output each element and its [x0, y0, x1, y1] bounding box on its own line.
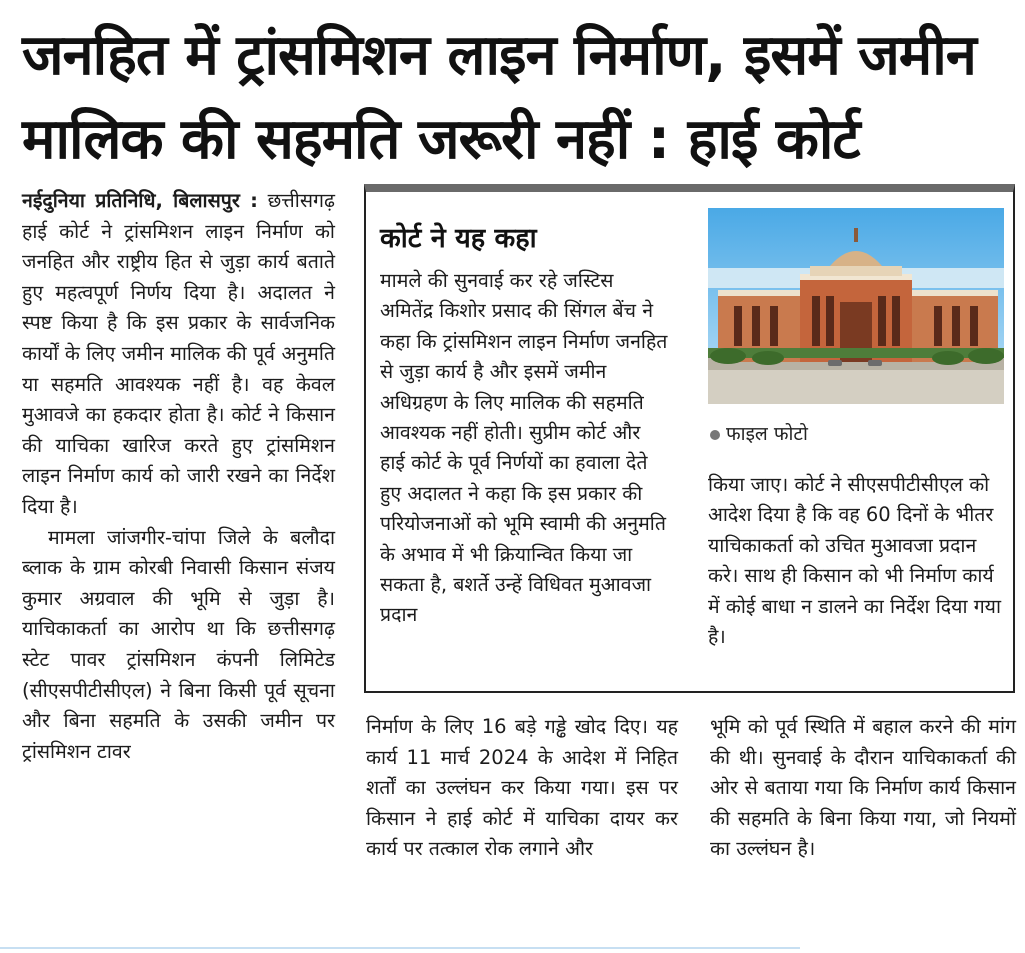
box-text-right: किया जाए। कोर्ट ने सीएसपीटीसीएल को आदेश दिया है कि वह 60 दिनों के भीतर याचिकाकर्ता को उचित मुआवजा प्रदान करे। साथ ही किसान को भी निर्माण कार्य में कोई बाधा न डालने का निर्देश दिया गया है। [708, 473, 1002, 649]
bullet-icon [710, 430, 720, 440]
byline-text: नईदुनिया प्रतिनिधि, बिलासपुर : [22, 189, 258, 212]
article-column-middle: निर्माण के लिए 16 बड़े गड्ढे खोद दिए। यह कार्य 11 मार्च 2024 के आदेश में निहित शर्तों का उल्लंघन कर किया गया। इस पर किसान ने हाई कोर्ट में याचिका दायर कर कार्य पर तत्काल रोक लगाने और [366, 715, 678, 861]
article-column-left [22, 186, 335, 767]
paragraph-1: छत्तीसगढ़ हाई कोर्ट ने ट्रांसमिशन लाइन निर्माण को जनहित और राष्ट्रीय हित से जुड़ा कार्य बताते हुए महत्वपूर्ण निर्णय दिया है। अदालत ने स्पष्ट किया है कि इस प्रकार के सार्वजनिक कार्यों के लिए जमीन मालिक की पूर्व अनुमति या सहमति आवश्यक नहीं है। वह केवल मुआवजे का हकदार होता है। कोर्ट ने किसान की याचिका खारिज करते हुए ट्रांसमिशन लाइन निर्माण कार्य को जारी रखने का निर्देश दिया है। [22, 189, 335, 518]
article-column-right: भूमि को पूर्व स्थिति में बहाल करने की मांग की थी। सुनवाई के दौरान याचिकाकर्ता की ओर से बताया गया कि निर्माण कार्य किसान की सहमति के बिना किया गया, जो नियमों का उल्लंघन है। [710, 715, 1016, 861]
bottom-divider [0, 947, 800, 949]
box-heading: कोर्ट ने यह कहा [380, 223, 537, 254]
byline [22, 186, 335, 523]
sidebar-box [364, 184, 1015, 693]
photo-caption-text: फाइल फोटो [726, 423, 808, 445]
high-court-photo [708, 208, 1004, 404]
box-text: मामले की सुनवाई कर रहे जस्टिस अमितेंद्र किशोर प्रसाद की सिंगल बेंच ने कहा कि ट्रांसमिशन लाइन निर्माण जनहित से जुड़ा कार्य है और इसमें जमीन अधिग्रहण के लिए मालिक की सहमति आवश्यक नहीं होती। सुप्रीम कोर्ट और हाई कोर्ट के पूर्व निर्णयों का हवाला देते हुए अदालत ने कहा कि इस प्रकार की परियोजनाओं को भूमि स्वामी की अनुमति के अभाव में भी क्रियान्वित किया जा सकता है, बशर्ते उन्हें विधिवत मुआवजा प्रदान [380, 269, 668, 627]
photo-caption [710, 420, 808, 446]
paragraph-2: मामला जांजगीर-चांपा जिले के बलौदा ब्लाक के ग्राम कोरबी निवासी किसान संजय कुमार अग्रवाल की भूमि से जुड़ा है। याचिकाकर्ता का आरोप था कि छत्तीसगढ़ स्टेट पावर ट्रांसमिशन कंपनी लिमिटेड (सीएसपीटीसीएल) ने बिना किसी पूर्व सूचना और बिना सहमति के उसकी जमीन पर ट्रांसमिशन टावर [22, 525, 335, 763]
headline: जनहित में ट्रांसमिशन लाइन निर्माण, इसमें जमीन मालिक की सहमति जरूरी नहीं : हाई कोर्ट [22, 23, 976, 172]
